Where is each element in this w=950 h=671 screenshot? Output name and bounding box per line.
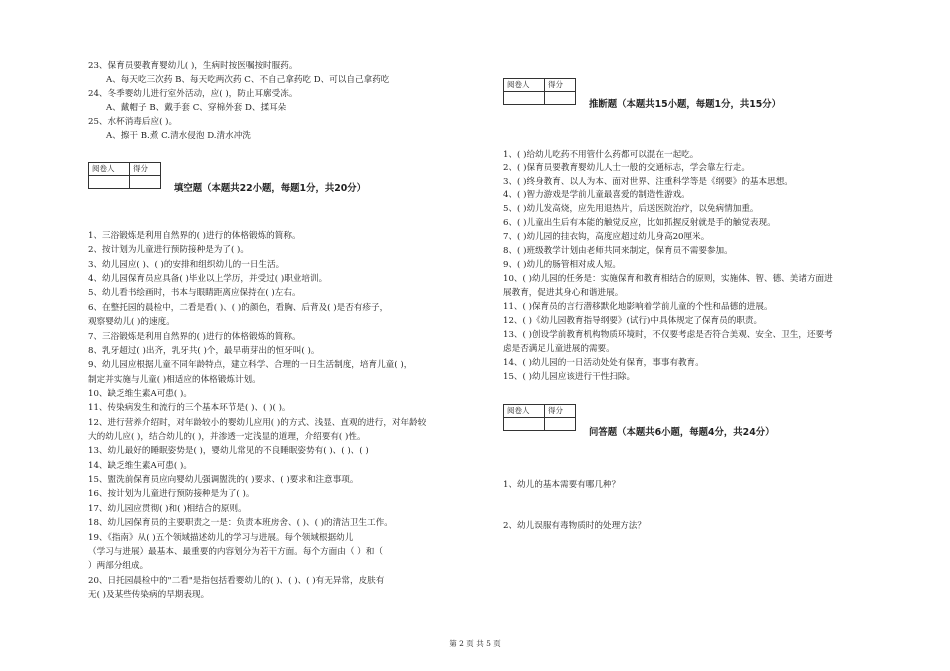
judge-question: 14、( )幼儿园的一日活动处处有保育，事事有教育。 bbox=[503, 358, 704, 368]
fill-question: 18、幼儿园保育员的主要职责之一是：负责本班房舍、( )、( )的清洁卫生工作。 bbox=[88, 518, 393, 528]
fill-question: 4、幼儿园保育员应具备( )毕业以上学历，并受过( )职业培训。 bbox=[88, 274, 328, 284]
section-title-fill: 填空题（本题共22小题，每题1分，共20分） bbox=[174, 183, 366, 194]
mc-question-23: 23、保育员要教育婴幼儿( )，生病时按医嘱按时服药。 bbox=[88, 61, 298, 71]
judge-question: 虑是否满足儿童进展的需要。 bbox=[503, 344, 615, 354]
judge-question: 展教育，促进其身心和谐进展。 bbox=[503, 288, 624, 298]
judge-question: 6、( )儿童出生后有本能的触觉反应，比如抓握反射就是手的触觉表现。 bbox=[503, 218, 776, 228]
fill-question-continuation: 观察婴幼儿( )的速度。 bbox=[88, 317, 175, 327]
fill-question: 2、按计划为儿童进行预防接种是为了( )。 bbox=[88, 245, 249, 255]
fill-question: 6、在整托园的晨检中，二看是看( )、( )的颜色，看胸、后背及( )是否有疹子， bbox=[88, 303, 389, 313]
score-label: 得分 bbox=[545, 405, 576, 418]
fill-question: 12、进行营养介绍时，对年龄较小的婴幼儿应用( )的方式、浅显、直观的进行，对年龄较 bbox=[88, 418, 427, 428]
fill-question: 10、缺乏维生素A可患( )。 bbox=[88, 389, 192, 399]
fill-question: 16、按计划为儿童进行预防接种是为了( )。 bbox=[88, 489, 255, 499]
judge-question: 1、( )给幼儿吃药不用管什么药都可以混在一起吃。 bbox=[503, 150, 699, 160]
score-box-qa bbox=[503, 404, 576, 431]
judge-question: 8、( )班级教学计划由老师共同来制定，保育员不需要参加。 bbox=[503, 246, 733, 256]
fill-question-continuation: 制定并实施与儿童( )相适应的体格锻炼计划。 bbox=[88, 375, 261, 385]
mc-question-25: 25、水杯消毒后应( )。 bbox=[88, 117, 178, 127]
fill-question: 14、缺乏维生素A可患( )。 bbox=[88, 461, 192, 471]
score-label: 得分 bbox=[545, 79, 576, 92]
judge-question: 11、( )保育员的言行潜移默化地影响着学前儿童的个性和品德的进展。 bbox=[503, 302, 773, 312]
score-box-fill bbox=[88, 162, 161, 189]
reviewer-label: 阅卷人 bbox=[504, 405, 545, 418]
score-box-judge bbox=[503, 78, 576, 105]
fill-question: 7、三浴锻炼是利用自然界的( )进行的体格锻炼的简称。 bbox=[88, 332, 301, 342]
fill-question: 19、《指南》从( )五个领域描述幼儿的学习与进展。每个领域根据幼儿 bbox=[88, 533, 354, 543]
section-title-judge: 推断题（本题共15小题，每题1分，共15分） bbox=[589, 99, 781, 110]
fill-question: 3、幼儿园应( )、( )的安排和组织幼儿的一日生活。 bbox=[88, 260, 285, 270]
fill-question: 15、盥洗前保育员应向婴幼儿强调盥洗的( )要求、( )要求和注意事项。 bbox=[88, 475, 359, 485]
judge-question: 12、( )《幼儿园教育指导纲要》(试行)中具体规定了保育员的职责。 bbox=[503, 316, 763, 326]
fill-question-continuation: （学习与进展）最基本、最重要的内容划分为若干方面。每个方面由（ ）和（ bbox=[88, 547, 383, 557]
mc-question-24: 24、冬季婴幼儿进行室外活动，应( )，防止耳廓受冻。 bbox=[88, 89, 298, 99]
judge-question: 7、( )幼儿园的挂衣钩，高度应超过幼儿身高20厘米。 bbox=[503, 232, 710, 242]
fill-question-continuation: 无( )及某些传染病的早期表现。 bbox=[88, 590, 210, 600]
qa-question-2: 2、幼儿误服有毒物质时的处理方法？ bbox=[503, 521, 646, 531]
judge-question: 5、( )幼儿发高烧，应先用退热片，后送医院治疗，以免病情加重。 bbox=[503, 204, 759, 214]
judge-question: 3、( )终身教育、以人为本、面对世界、注重科学等是《纲要》的基本思想。 bbox=[503, 177, 793, 187]
judge-question: 2、( )保育员要教育婴幼儿人士一般的交通标志，学会靠左行走。 bbox=[503, 163, 750, 173]
judge-question: 9、( )幼儿的肠管相对成人短。 bbox=[503, 260, 622, 270]
judge-question: 4、( )智力游戏是学前儿童最喜爱的制造性游戏。 bbox=[503, 190, 690, 200]
mc-options-23: A、每天吃三次药 B、每天吃两次药 C、不自己拿药吃 D、可以自己拿药吃 bbox=[106, 75, 390, 85]
reviewer-label: 阅卷人 bbox=[504, 79, 545, 92]
judge-question: 13、( )创设学前教育机构物质环境时，不仅要考虑是否符合美观、安全、卫生，还要考 bbox=[503, 330, 833, 340]
mc-options-25: A、擦干 B.煮 C.清水侵泡 D.清水冲洗 bbox=[106, 131, 251, 141]
fill-question: 13、幼儿最好的睡眠姿势是( )，婴幼儿常见的不良睡眠姿势有( )、( )、( ) bbox=[88, 446, 369, 456]
judge-question: 15、( )幼儿园应该进行干性扫除。 bbox=[503, 372, 636, 382]
fill-question-continuation: 大的幼儿应( )，结合幼儿的( )，并渗透一定浅显的道理，介绍要有( )性。 bbox=[88, 432, 366, 442]
section-title-qa: 问答题（本题共6小题，每题4分，共24分） bbox=[589, 427, 775, 438]
fill-question: 11、传染病发生和流行的三个基本环节是( )、( )( )。 bbox=[88, 403, 291, 413]
judge-question: 10、( )幼儿园的任务是：实施保育和教育相结合的原则，实施体、智、德、美诸方面进 bbox=[503, 274, 833, 284]
score-label: 得分 bbox=[130, 163, 161, 176]
fill-question: 1、三浴锻炼是利用自然界的( )进行的体格锻炼的简称。 bbox=[88, 231, 301, 241]
page-footer: 第 2 页 共 5 页 bbox=[449, 639, 501, 648]
fill-question: 9、幼儿园应根据儿童不同年龄特点，建立科学、合理的一日生活制度，培育儿童( )， bbox=[88, 360, 413, 370]
fill-question: 17、幼儿园应贯彻( )和( )相结合的原则。 bbox=[88, 504, 247, 514]
reviewer-label: 阅卷人 bbox=[89, 163, 130, 176]
fill-question: 5、幼儿看书绘画时，书本与眼睛距离应保持在( )左右。 bbox=[88, 288, 301, 298]
fill-question: 8、乳牙超过( )出齐，乳牙共( )个，最早萌芽出的恒牙叫( )。 bbox=[88, 346, 320, 356]
fill-question-continuation: ）两部分组成。 bbox=[88, 561, 149, 571]
fill-question: 20、日托园晨检中的"二看"是指包括看婴幼儿的( )、( )、( )有无异常，皮肤有 bbox=[88, 576, 385, 586]
mc-options-24: A、戴帽子 B、戴手套 C、穿棉外套 D、揉耳朵 bbox=[106, 103, 287, 113]
qa-question-1: 1、幼儿的基本需要有哪几种？ bbox=[503, 480, 621, 490]
